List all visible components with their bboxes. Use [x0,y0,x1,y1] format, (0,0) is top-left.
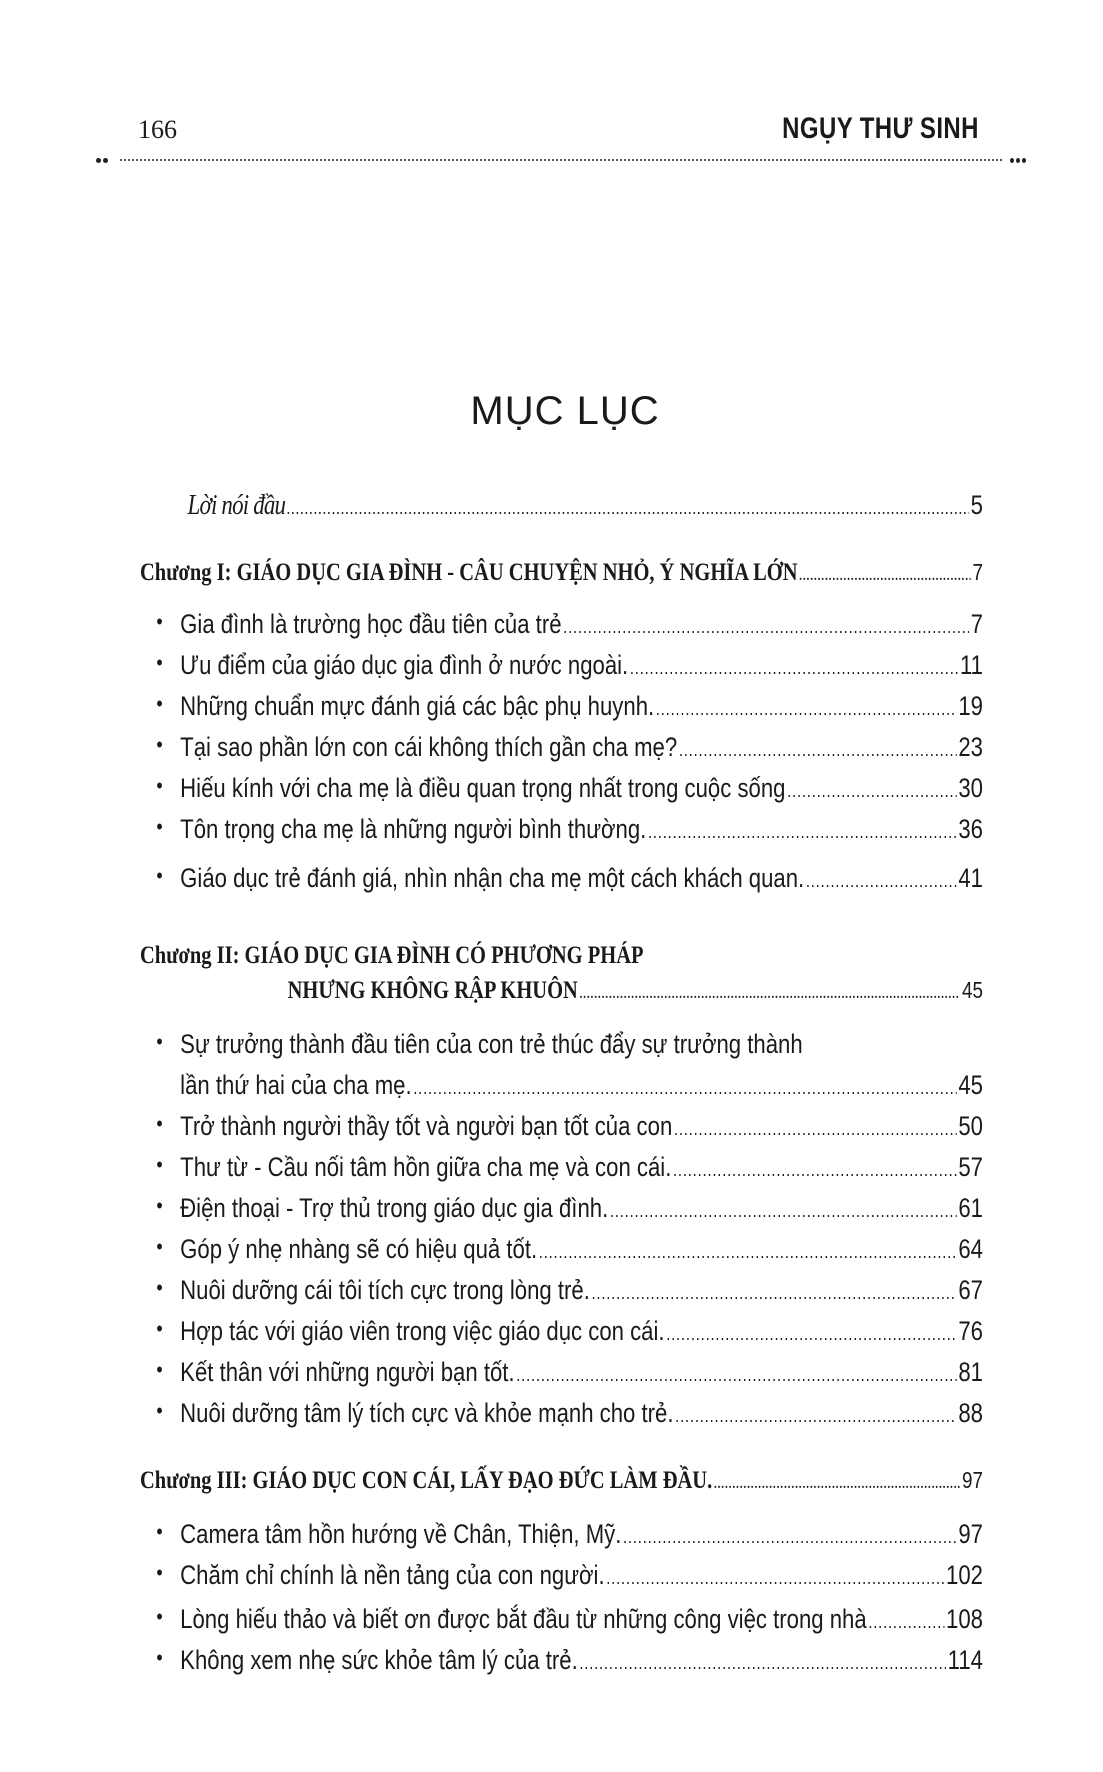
toc-entry[interactable] [140,1560,983,1596]
toc-entry-label: Nuôi dưỡng tâm lý tích cực và khỏe mạnh cho trẻ. [180,1398,674,1428]
toc-entry-label: Kết thân với những người bạn tốt. [180,1357,515,1387]
toc-chapter-2-line2[interactable] [140,977,983,1013]
bullet-icon: • [156,1234,163,1259]
bullet-icon: • [156,1275,163,1300]
toc-page-number: 19 [958,691,983,721]
toc-entry[interactable] [140,650,983,686]
page-title: MỤC LỤC [470,388,660,433]
toc-page-number: 45 [958,1070,983,1100]
toc-entry[interactable] [140,1519,983,1555]
toc-entry[interactable] [140,1029,983,1065]
toc-page-number: 7 [972,559,983,585]
toc-page-number: 30 [958,773,983,803]
toc-page-number: 76 [958,1316,983,1346]
toc-page-number: 11 [959,650,983,680]
toc-page-number: 45 [961,977,983,1003]
toc-entry-label: Gia đình là trường học đầu tiên của trẻ [180,609,562,639]
toc-entry[interactable] [140,814,983,850]
toc-entry-label: Lời nói đầu [187,490,286,521]
toc-entry[interactable] [140,1398,983,1434]
bullet-icon: • [156,732,163,757]
toc-entry[interactable] [140,773,983,809]
toc-page-number: 114 [947,1645,983,1675]
toc-entry-label: Nuôi dưỡng cái tôi tích cực trong lòng trẻ. [180,1275,590,1305]
toc-entry-label: Thư từ - Cầu nối tâm hồn giữa cha mẹ và con cái. [180,1152,672,1182]
toc-page-number: 23 [958,732,983,762]
toc-page-number: 97 [958,1519,983,1549]
toc-entry[interactable] [140,1193,983,1229]
toc-entry[interactable] [140,1152,983,1188]
bullet-icon: • [156,1152,163,1177]
toc-entry[interactable] [140,609,983,645]
chapter-title: Chương II: GIÁO DỤC GIA ĐÌNH CÓ PHƯƠNG PHÁP [140,942,644,969]
toc-entry[interactable] [140,691,983,727]
toc-entry-label: Hiếu kính với cha mẹ là điều quan trọng nhất trong cuộc sống [180,773,786,803]
bullet-icon: • [156,1519,163,1544]
toc-entry-label: Góp ý nhẹ nhàng sẽ có hiệu quả tốt. [180,1234,538,1264]
toc-page-number: 88 [958,1398,983,1428]
running-header-author: NGỤY THƯ SINH [782,112,979,145]
toc-entry-continued[interactable] [140,1070,983,1106]
toc-entry[interactable] [140,1316,983,1352]
toc-page-number: 102 [946,1560,983,1590]
toc-entry[interactable] [140,1645,983,1681]
toc-entry-label: Những chuẩn mực đánh giá các bậc phụ huynh. [180,691,655,721]
toc-entry[interactable] [140,1275,983,1311]
bullet-icon: • [156,1193,163,1218]
bullet-icon: • [156,1029,163,1054]
bullet-icon: • [156,773,163,798]
toc-page-number: 36 [958,814,983,844]
toc-entry-label: lần thứ hai của cha mẹ. [180,1070,412,1100]
bullet-icon: • [156,1645,163,1670]
toc-chapter-2[interactable] [140,942,983,978]
bullet-icon: • [156,650,163,675]
toc-entry[interactable] [140,1234,983,1270]
toc-page-number: 7 [970,609,983,639]
toc-page-number: 57 [958,1152,983,1182]
chapter-title-continued: NHƯNG KHÔNG RẬP KHUÔN [287,977,578,1004]
bullet-icon: • [156,609,163,634]
bullet-icon: • [156,691,163,716]
toc-entry-label: Không xem nhẹ sức khỏe tâm lý của trẻ. [180,1645,578,1675]
toc-entry-label: Camera tâm hồn hướng về Chân, Thiện, Mỹ. [180,1519,622,1549]
bullet-icon: • [156,1357,163,1382]
bullet-icon: • [156,1111,163,1136]
toc-page-number: 41 [958,863,983,893]
toc-entry[interactable] [140,1357,983,1393]
toc-page-number: 97 [961,1467,983,1493]
header-divider [96,156,1026,164]
toc-chapter-1[interactable] [140,559,983,595]
toc-entry-label: Điện thoại - Trợ thủ trong giáo dục gia đình. [180,1193,609,1223]
bullet-icon: • [156,1398,163,1423]
toc-chapter-3[interactable] [140,1467,983,1503]
toc-entry-label: Tôn trọng cha mẹ là những người bình thường. [180,814,647,844]
toc-entry-label: Chăm chỉ chính là nền tảng của con người. [180,1560,605,1590]
toc-entry[interactable] [140,1604,983,1640]
toc-entry-label: Tại sao phần lớn con cái không thích gần cha mẹ? [180,732,678,762]
toc-entry-label: Hợp tác với giáo viên trong việc giáo dục con cái. [180,1316,665,1346]
toc-entry[interactable] [140,732,983,768]
bullet-icon: • [156,1604,163,1629]
chapter-title: Chương III: GIÁO DỤC CON CÁI, LẤY ĐẠO ĐỨC LÀM ĐẦU. [140,1467,713,1494]
toc-entry-label: Giáo dục trẻ đánh giá, nhìn nhận cha mẹ một cách khách quan. [180,863,805,893]
toc-entry-label: Sự trưởng thành đầu tiên của con trẻ thúc đẩy sự trưởng thành [180,1029,803,1059]
toc-entry[interactable] [140,1111,983,1147]
toc-entry-intro[interactable] [140,490,983,526]
toc-entry-label: Trở thành người thầy tốt và người bạn tốt của con [180,1111,673,1141]
chapter-title: Chương I: GIÁO DỤC GIA ĐÌNH - CÂU CHUYỆN NHỎ, Ý NGHĨA LỚN [140,559,798,586]
bullet-icon: • [156,863,163,888]
toc-page-number: 61 [958,1193,983,1223]
toc-entry[interactable] [140,863,983,899]
toc-page-number: 5 [970,490,983,520]
toc-page-number: 67 [958,1275,983,1305]
toc-entry-label: Ưu điểm của giáo dục gia đình ở nước ngoài. [180,650,629,680]
divider-dots-left [96,158,112,163]
toc-page-number: 50 [958,1111,983,1141]
bullet-icon: • [156,814,163,839]
bullet-icon: • [156,1316,163,1341]
bullet-icon: • [156,1560,163,1585]
divider-dots-right [1010,158,1026,163]
page-number: 166 [138,115,177,144]
toc-page-number: 81 [958,1357,983,1387]
toc-page-number: 108 [946,1604,983,1634]
toc-entry-label: Lòng hiếu thảo và biết ơn được bắt đầu từ những công việc trong nhà [180,1604,867,1634]
toc-page-number: 64 [958,1234,983,1264]
